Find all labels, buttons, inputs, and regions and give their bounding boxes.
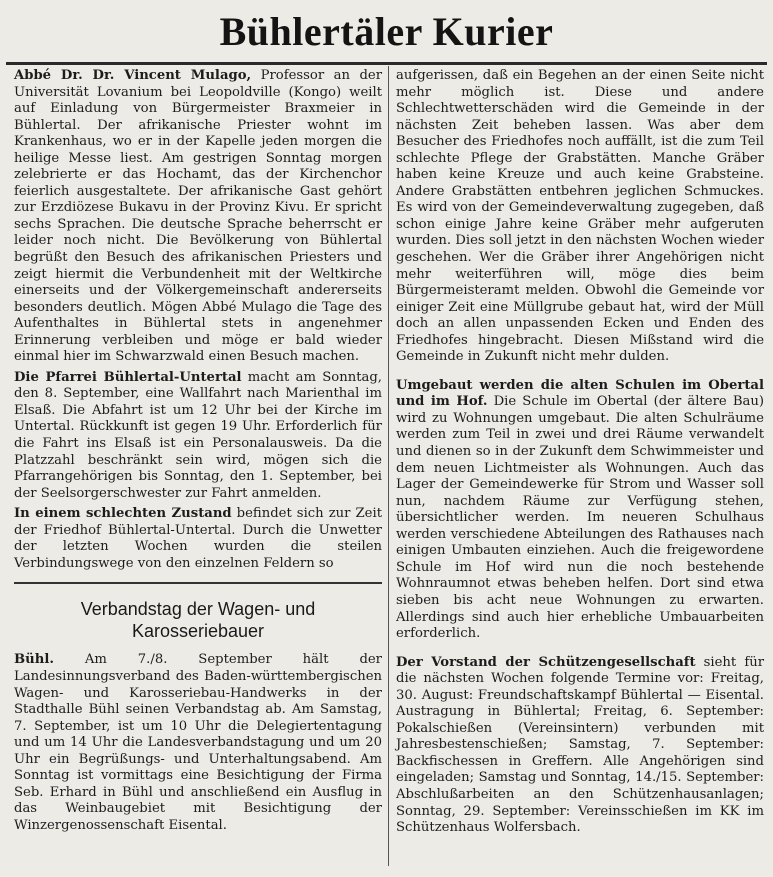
- article-verbandstag: [14, 652, 382, 834]
- article-body: Die Schule im Obertal (der ältere Bau) wird zu Wohnungen umgebaut. Die alten Schulräume werden zum Teil in zwei und drei Räume verwandelt und dienen so in der Zukunft dem Schwimmeister und dem neuen Lichtmeister als Wohnungen. Auch das Lager der Gemeindewerke für Strom und Wasser soll nun, nachdem Räume zur Verfügung stehen, übersichtlicher werden. Im neueren Schulhaus werden verschiedene Abteilungen des Rathauses nach einigen Umbauten einziehen. Auch die freigewordene Schule im Hof wird nun die noch bestehende Wohnraumnot etwas beheben helfen. Dort sind etwa sieben bis acht neue Wohnungen zu erwarten. Allerdings sind auch hier erhebliche Umbauarbeiten erforderlich.: [396, 394, 765, 642]
- article-schuetzen: [396, 655, 764, 837]
- article-lead: Umgebaut werden die alten Schulen im Obertal und im Hof.: [396, 377, 764, 410]
- article-body: Professor an der Universität Lovanium bei Leopoldville (Kongo) weilt auf Einladung von Bürgermeister Braxmeier in Bühlertal. Der afrikanische Priester wohnt im Krankenhaus, wo er in der Kapelle jeden morgen die heilige Messe liest. Am gestrigen Sonntag morgen zelebrierte er das Hochamt, das der Kirchenchor feierlich ausgestaltete. Der afrikanische Gast gehört zur Erzdiözese Bukavu in der Provinz Kivu. Er spricht sechs Sprachen. Die deutsche Sprache beherrscht er leider noch nicht. Die Bevölkerung von Bühlertal begrüßt den Besuch des afrikanischen Priesters und zeigt hiermit die Verbundenheit mit der Weltkirche einerseits und der Völkergemeinschaft andererseits besonders deutlich. Mögen Abbé Mulago die Tage des Aufenthaltes in Bühlertal stets in angenehmer Erinnerung verbleiben und möge er bald wieder einmal hier im Schwarzwald einen Besuch machen.: [14, 68, 382, 365]
- column-divider: [388, 66, 389, 866]
- article-lead: Der Vorstand der Schützengesellschaft: [396, 654, 696, 670]
- article-lead: Die Pfarrei Bühlertal-Untertal: [14, 369, 242, 385]
- masthead-rule: [6, 62, 767, 65]
- article-schulen: [396, 378, 764, 643]
- article-lead: Abbé Dr. Dr. Vincent Mulago,: [14, 68, 252, 83]
- article-headline: Verbandstag der Wagen- und Karosseriebauer: [80, 599, 316, 642]
- article-pfarrei: [14, 370, 382, 502]
- article-lead: In einem schlechten Zustand: [14, 506, 232, 522]
- article-body: aufgerissen, daß ein Begehen an der einen Seite nicht mehr möglich ist. Diese und andere Schlechtwetterschäden wird die Gemeinde in der nächsten Zeit beheben lassen. Was aber dem Besucher des Friedhofes noch auffällt, ist die zum Teil schlechte Pflege der Grabstätten. Manche Gräber haben keine Kreuze und auch keine Grabsteine. Andere Grabstätten entbehren jeglichen Schmuckes. Es wird von der Gemeindeverwaltung zugegeben, daß schon einige Jahre keine Gräber mehr aufgeruten wurden. Dies soll jetzt in den nächsten Wochen wieder geschehen. Wer die Gräber ihrer Angehörigen nicht mehr weiterführen will, möge dies beim Bürgermeisteramt melden. Obwohl die Gemeinde vor einiger Zeit eine Müllgrube gebaut hat, wird der Müll doch an allen unpassenden Ecken und Enden des Friedhofes hingebracht. Diesen Mißstand wird die Gemeinde in Zukunft nicht mehr dulden.: [396, 68, 764, 365]
- article-friedhof: [14, 506, 382, 572]
- article-friedhof-continued: [396, 68, 764, 366]
- article-lead: Bühl.: [14, 652, 54, 668]
- article-mulago: [14, 68, 382, 366]
- paragraph-gap: [396, 366, 764, 378]
- article-body: Am 7./8. September hält der Landesinnungsverband des Baden-württembergischen Wagen- und Karosseriebau-Handwerks in der Stadthalle Bühl seinen Verbandstag ab. Am Samstag, 7. September, ist um 10 Uhr die Delegiertentagung und um 14 Uhr die Landesverbandstagung und um 20 Uhr ein Begrüßungs- und Unterhaltungsabend. Am Sonntag ist vormittags eine Besichtigung der Firma Seb. Erhard in Bühl und anschließend ein Ausflug in das Weinbaugebiet mit Besichtigung der Winzergenossenschaft Eisental.: [14, 652, 382, 833]
- paragraph-gap: [396, 643, 764, 655]
- masthead-title: Bühlertäler Kurier: [219, 9, 554, 54]
- left-column: [14, 68, 382, 834]
- article-body: befindet sich zur Zeit der Friedhof Bühlertal-Untertal. Durch die Unwetter der letzten Wochen wurden die steilen Verbindungswege von den einzelnen Feldern so: [14, 506, 382, 571]
- right-column: [396, 68, 764, 837]
- article-body: sieht für die nächsten Wochen folgende Termine vor: Freitag, 30. August: Freundschaftskampf Bühlertal — Eisental. Austragung in Bühlertal; Freitag, 6. September: Pokalschießen (Vereinsintern) verbunden mit Jahresbestenschießen; Samstag, 7. September: Backfischessen in Greffern. Alle Angehörigen sind eingeladen; Samstag und Sonntag, 14./15. September: Abschlußarbeiten an den Schützenhausanlagen; Sonntag, 29. September: Vereinsschießen im KK im Schützenhaus Wolfersbach.: [396, 654, 764, 836]
- article-body: macht am Sonntag, den 8. September, eine Wallfahrt nach Marienthal im Elsaß. Die Abfahrt ist um 12 Uhr bei der Kirche im Untertal. Rückkunft ist gegen 19 Uhr. Erforderlich für die Fahrt ins Elsaß ist ein Personalausweis. Da die Platzzahl beschränkt sein wird, mögen sich die Pfarrangehörigen bis Sonntag, den 1. September, bei der Seelsorgerschwester zur Fahrt anmelden.: [14, 369, 382, 501]
- section-divider: [14, 582, 382, 584]
